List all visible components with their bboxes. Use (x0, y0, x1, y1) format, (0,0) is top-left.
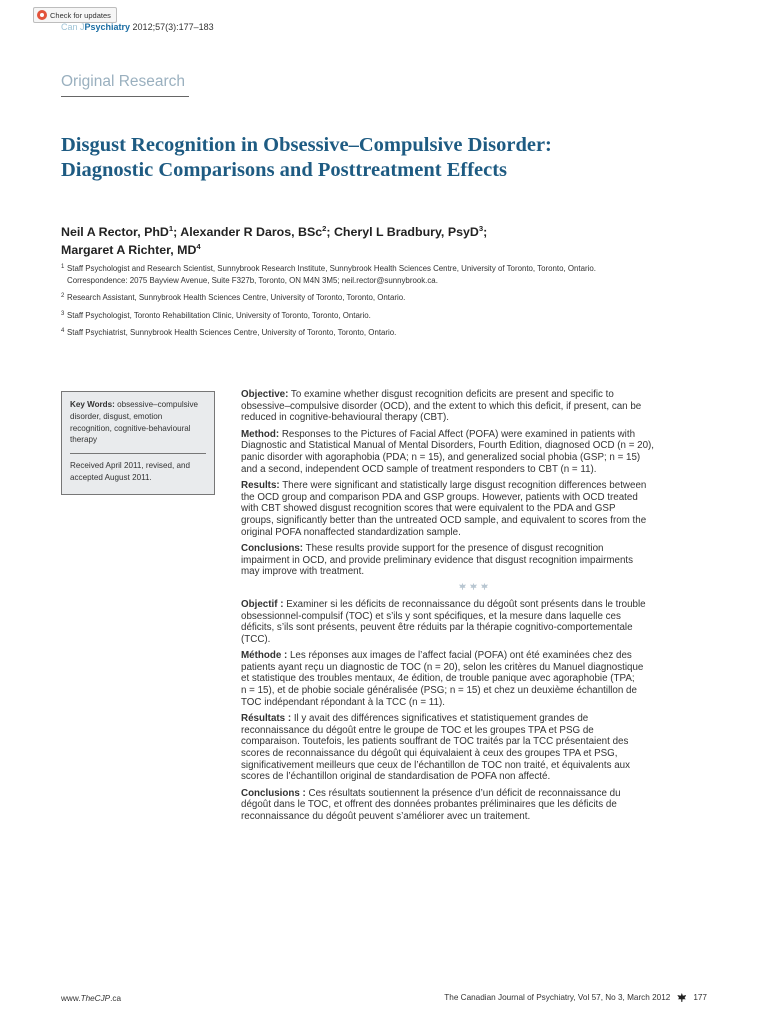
abstract-text: There were significant and statistically large disgust recognition differences between (279, 480, 647, 492)
title-line: Diagnostic Comparisons and Posttreatment Effects (61, 159, 508, 181)
abstract-line: (TCC). (241, 633, 271, 645)
abstract-heading: Conclusions : (241, 787, 306, 799)
footer-url-prefix: www. (61, 994, 81, 1003)
abstract-line: panic disorder with agoraphobia (PDA; n = 15), and generalized social phobia (GSP; n = 15) (241, 451, 641, 463)
abstract-paragraph (241, 480, 706, 538)
abstract-heading: Conclusions: (241, 543, 304, 555)
footer-url-name: TheCJP (80, 994, 111, 1003)
affiliation-line: Research Assistant, Sunnybrook Health Sciences Centre, University of Toronto, Toronto, Ontario. (67, 293, 406, 302)
affiliation-number: 3 (61, 310, 65, 317)
abstract-text: These results provide support for the presence of disgust recognition (303, 543, 604, 555)
section-ornament (241, 583, 706, 590)
abstract-line: dégoût dans le TOC, et offrent des données probantes préliminaires que les déficits de (241, 799, 617, 811)
footer-journal-citation: The Canadian Journal of Psychiatry, Vol 57, No 3, March 2012 (444, 993, 671, 1002)
affiliation-line: Staff Psychologist and Research Scientist, Sunnybrook Research Institute, Sunnybrook Health Sciences Centre, University of Toronto, Toronto, Ontario. (67, 264, 596, 273)
abstract-line: déficits, s’ils sont présents, peuvent être réduits par la thérapie cognitivo-comportementale (241, 622, 633, 634)
abstract-line: reconnaissance du dégoût peuvent s’améliorer avec un traitement. (241, 811, 531, 822)
affiliation-text (67, 327, 396, 339)
abstract-line: et statistique des troubles mentaux, 4e édition, de trouble panique avec agoraphobie (TPA; (241, 673, 635, 685)
abstract-line: reconnaissance du dégoût entre le groupe de TOC et les groupes TPA et PSG de (241, 724, 594, 736)
title-line: Disgust Recognition in Obsessive–Compulsive Disorder: (61, 134, 552, 156)
abstract-line: comparaison. Toutefois, les patients souffrant de TOC traités par la TCC présentaient des (241, 736, 629, 748)
affiliation-text (67, 263, 596, 286)
abstract-line: impairment in OCD, and provide preliminary evidence that disgust recognition impairments (241, 554, 634, 566)
footer-journal-info (444, 993, 707, 1002)
affiliation-line: Staff Psychiatrist, Sunnybrook Health Sciences Centre, University of Toronto, Toronto, Ontario. (67, 328, 397, 337)
keywords-heading: Key Words: (70, 400, 115, 409)
abstract-line: original POFA nonaffected standardization sample. (241, 526, 461, 538)
article-title (61, 133, 721, 183)
keywords-box (61, 391, 215, 495)
abstract-line: obsessive–compulsive disorder (OCD), and the extent to which this deficit, if present, can be (241, 400, 642, 412)
abstract-line (241, 599, 706, 611)
abstract-line: the OCD group and comparison PDA and GSP groups. However, patients with OCD treated (241, 491, 638, 503)
abstract-text: Responses to the Pictures of Facial Affect (POFA) were examined in patients with (279, 428, 636, 440)
abstract-paragraph (241, 788, 706, 823)
keywords (70, 399, 206, 446)
affiliation-number: 2 (61, 293, 65, 299)
received-text: accepted August 2011. (70, 472, 152, 482)
affiliation-item (61, 263, 711, 286)
abstract-heading: Objectif : (241, 598, 284, 610)
abstract-paragraph (241, 599, 706, 645)
author-sup: 2 (322, 223, 327, 233)
abstract-heading: Méthode : (241, 650, 288, 662)
abstract-paragraph (241, 713, 706, 783)
abstract-line (241, 650, 706, 662)
abstract-text: To examine whether disgust recognition deficits are present and specific to (288, 389, 614, 400)
affiliation-line: Correspondence: 2075 Bayview Avenue, Suite F327b, Toronto, ON M4N 3M5; neil.rector@sunnybrook.ca. (67, 275, 438, 285)
maple-leaf-icon (481, 583, 488, 590)
author-list (61, 223, 721, 259)
abstract-line: n = 15), et de phobie sociale généralisée (PSG; n = 15) et chez un deuxième échantillon de (241, 685, 637, 697)
author-name: ; Cheryl L Bradbury, PsyD (326, 225, 479, 239)
keywords-text: therapy (70, 435, 97, 445)
authors-line (61, 241, 721, 259)
journal-name-part1: Can J (61, 22, 85, 32)
abstract-line: obsessionnel-compulsif (TOC) et s’ils y sont spécifiques, et la mesure dans laquelle ces (241, 610, 621, 622)
abstract-paragraph (241, 389, 706, 424)
crossmark-icon (37, 10, 47, 20)
affiliations (61, 263, 711, 345)
abstract-line: groups, significantly better than the untreated OCD sample, and equivalent to scores from the (241, 514, 647, 526)
abstract-line (241, 389, 706, 401)
author-name: Margaret A Richter, MD (61, 243, 197, 257)
check-for-updates-badge[interactable] (33, 7, 117, 23)
abstract-line (241, 543, 706, 555)
section-label: Original Research (61, 73, 186, 90)
abstract-french (241, 599, 706, 823)
abstract-line (241, 480, 706, 492)
maple-leaf-icon (459, 583, 466, 590)
abstract-line: scores de l’échantillon original de standardisation de POFA non affecté. (241, 771, 551, 783)
author-name: Neil A Rector, PhD (61, 225, 169, 239)
maple-leaf-icon (470, 583, 477, 590)
abstract-text: Examiner si les déficits de reconnaissance du dégoût sont présents dans le trouble (283, 598, 646, 610)
affiliation-item (61, 310, 711, 322)
keywords-text: disorder, disgust, emotion (70, 411, 163, 421)
journal-name-part2: Psychiatry (84, 22, 131, 32)
affiliation-item (61, 292, 711, 304)
affiliation-text (67, 310, 371, 322)
abstract-heading: Results: (241, 480, 280, 492)
affiliation-line: Staff Psychologist, Toronto Rehabilitation Clinic, University of Toronto, Toronto, Ontario. (67, 310, 371, 320)
page-number: 177 (693, 993, 707, 1002)
abstract-paragraph (241, 429, 706, 475)
abstract-heading: Method: (241, 428, 280, 440)
abstract-paragraph (241, 650, 706, 708)
authors-line (61, 223, 721, 241)
received-text: Received April 2011, revised, and (70, 461, 190, 471)
abstract-paragraph (241, 543, 706, 578)
author-sup: 3 (478, 223, 484, 233)
affiliation-text (67, 292, 405, 304)
keywords-text: obsessive–compulsive (114, 400, 199, 409)
abstract (241, 389, 706, 828)
abstract-heading: Résultats : (241, 713, 292, 725)
footer-url-suffix: .ca (110, 994, 122, 1003)
abstract-line (241, 429, 706, 441)
author-name: ; Alexander R Daros, BSc (173, 225, 323, 239)
author-separator: ; (483, 225, 488, 239)
check-for-updates-label: Check for updates (50, 10, 111, 20)
abstract-text: Ces résultats soutiennent la présence d’un déficit de reconnaissance du (305, 787, 621, 799)
abstract-line: Diagnostic and Statistical Manual of Mental Disorders, Fourth Edition, diagnosed OCD (n = 20), (241, 440, 655, 452)
citation-ref: 2012;57(3):177–183 (130, 22, 214, 32)
affiliation-number: 4 (61, 328, 65, 334)
abstract-line: TOC indépendant répondant à la TCC (n = 11). (241, 696, 445, 708)
footer-website[interactable] (61, 994, 121, 1003)
received-dates (70, 460, 206, 484)
abstract-text: Les réponses aux images de l’affect facial (POFA) ont été examinées chez des (287, 650, 632, 662)
affiliation-number: 1 (61, 264, 65, 270)
abstract-english (241, 389, 706, 578)
author-sup: 1 (168, 223, 174, 233)
abstract-line: scores de reconnaissance du dégoût qui équivalaient à ceux des groupes TPA et PSG, (241, 748, 618, 760)
abstract-line: significativement meilleurs que ceux de l’échantillon de TOC non traité, et équivalents aux (241, 759, 631, 771)
abstract-line: may improve with treatment. (241, 566, 365, 578)
keywords-divider (70, 453, 206, 454)
abstract-line: and a second, independent OCD sample of treatment responders to CBT (n = 11). (241, 463, 597, 475)
author-sup: 4 (196, 241, 201, 251)
abstract-line (241, 713, 706, 725)
abstract-line (241, 788, 706, 800)
affiliation-item (61, 327, 711, 339)
abstract-line: reduced in cognitive-behavioural therapy (CBT). (241, 412, 450, 424)
abstract-heading: Objective: (241, 389, 289, 400)
keywords-text: recognition, cognitive-behavioural (70, 423, 191, 433)
abstract-line: with CBT showed disgust recognition scores that were equivalent to the PDA and GSP (241, 503, 616, 515)
abstract-line: patients ayant reçu un diagnostic de TOC (n = 20), selon les critères du Manuel diagnostique (241, 661, 644, 673)
section-divider (61, 96, 189, 97)
maple-leaf-icon (677, 993, 686, 1002)
journal-citation (61, 22, 214, 32)
abstract-text: Il y avait des différences significatives et statistiquement grandes de (291, 713, 589, 725)
